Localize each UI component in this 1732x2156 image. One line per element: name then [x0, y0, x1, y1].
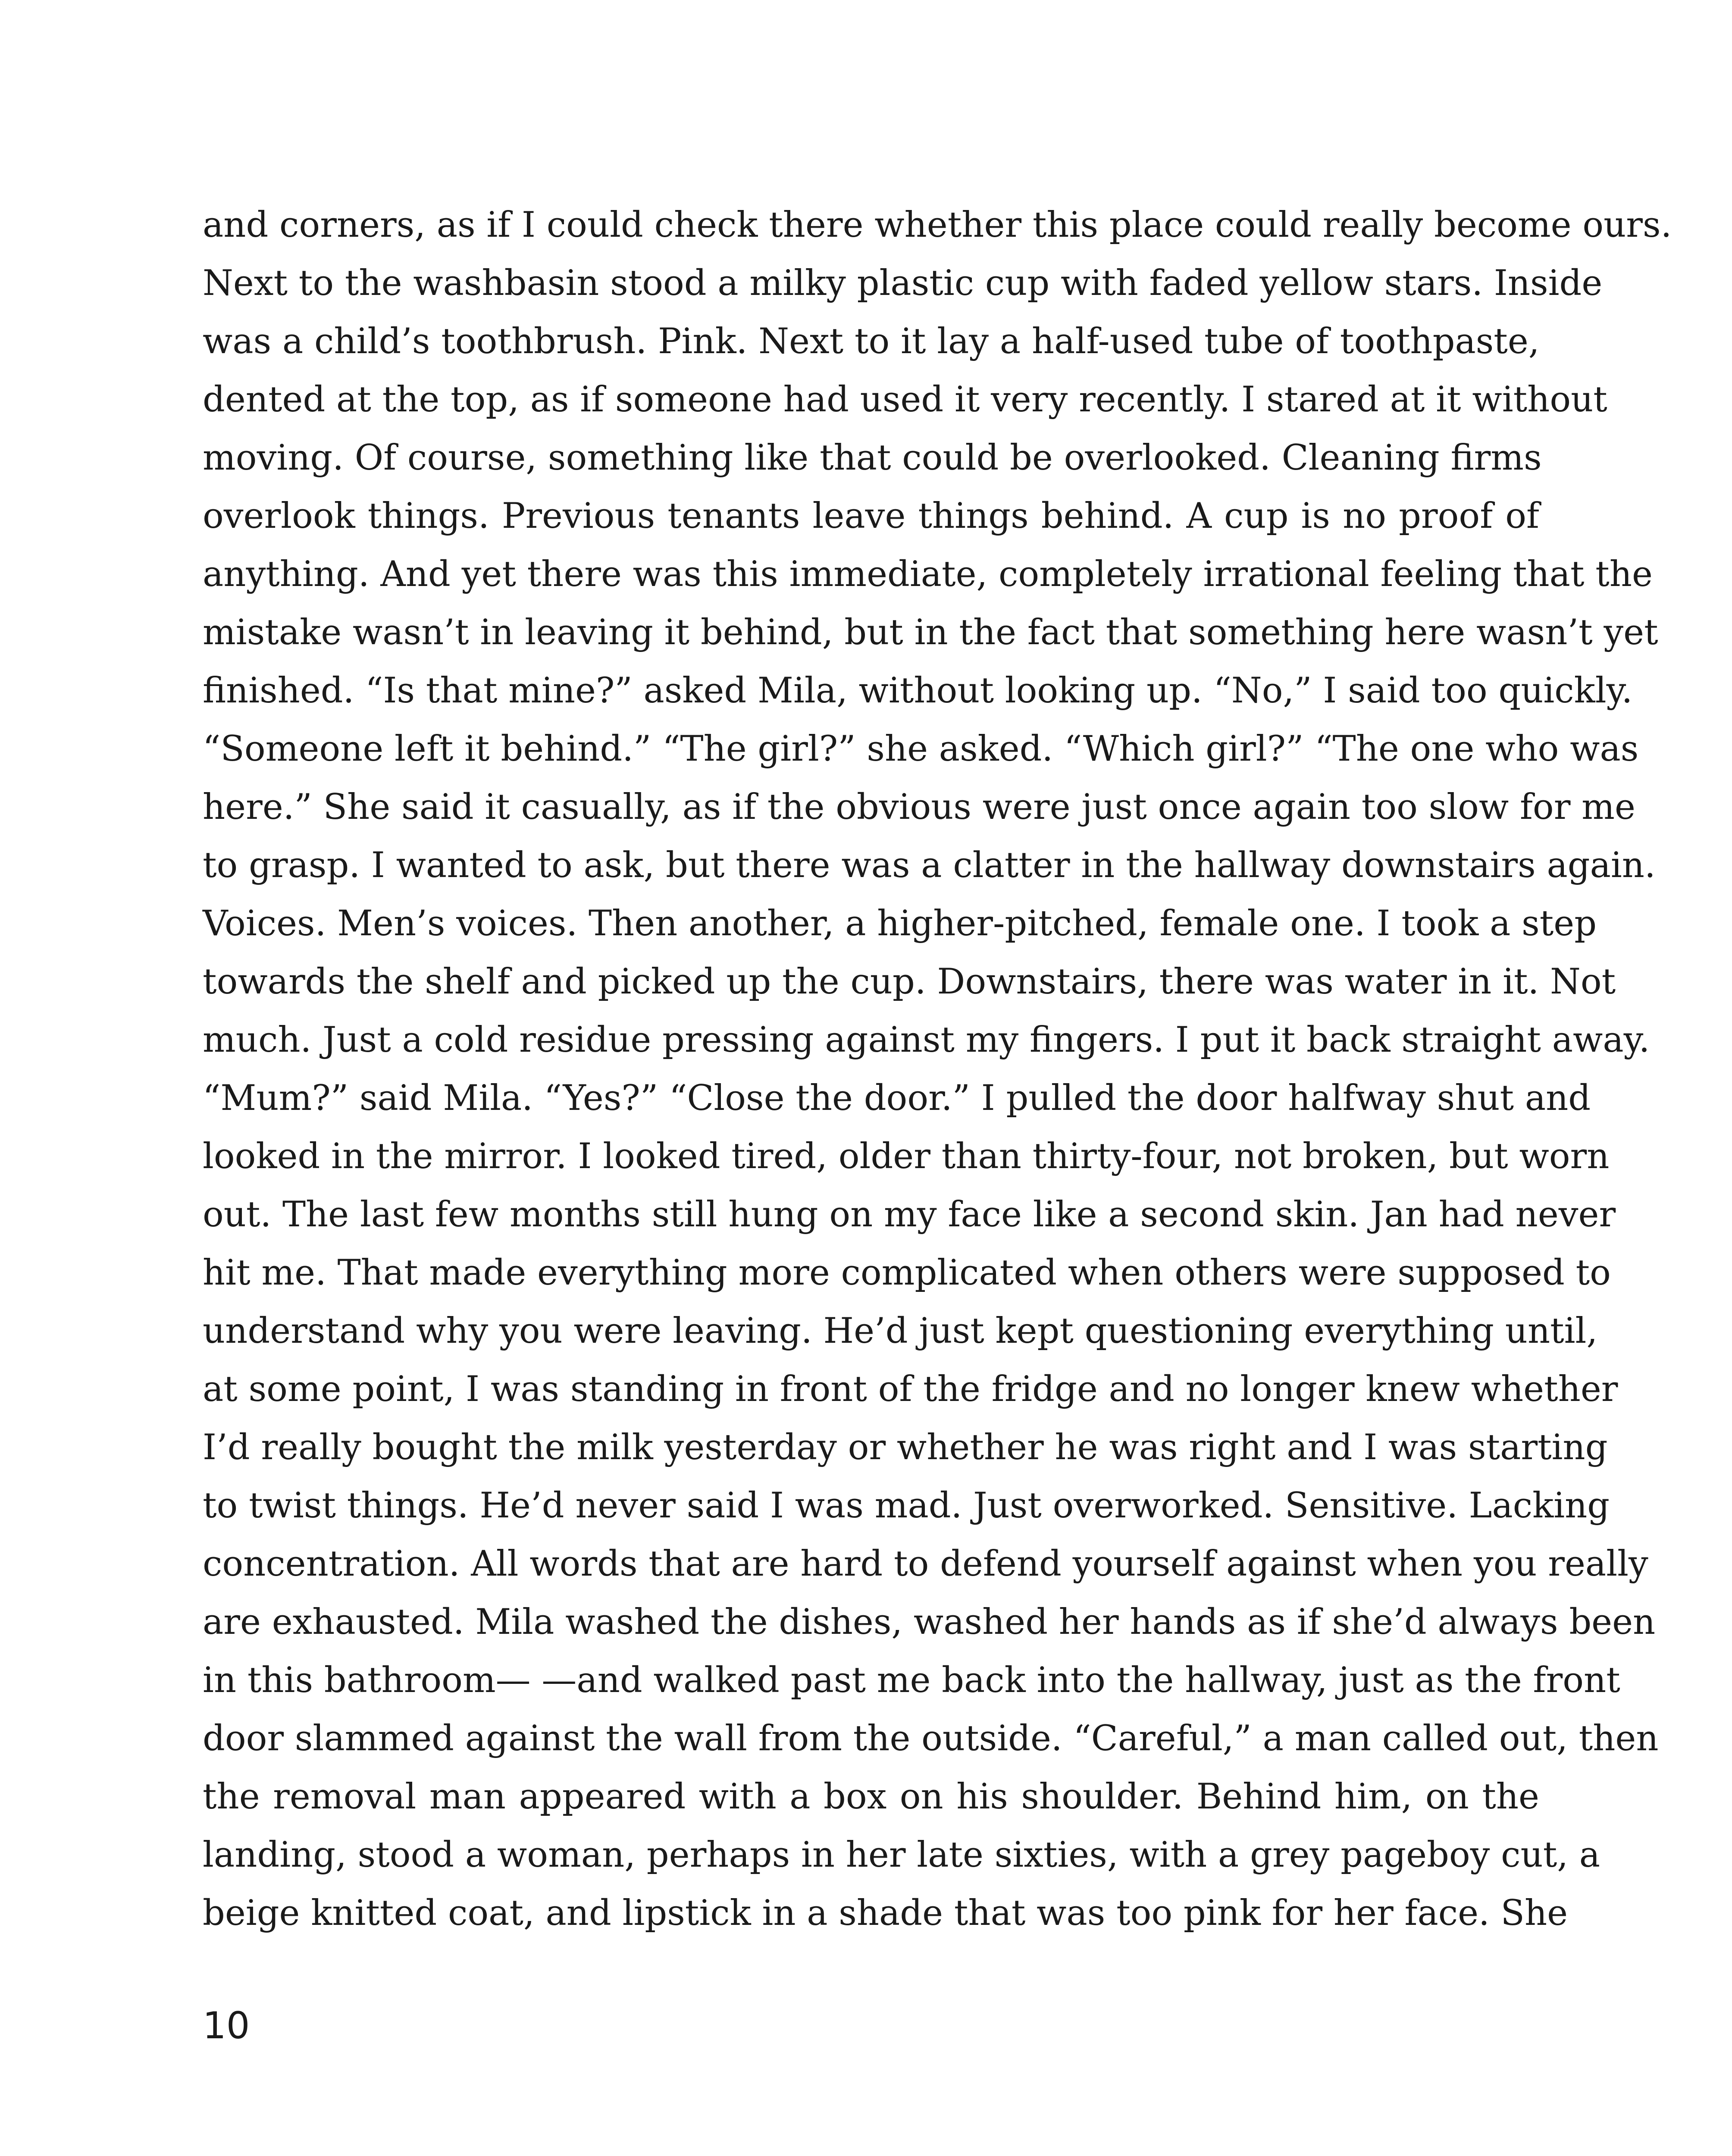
text-line: to twist things. He’d never said I was mad. Just overworked. Sensitive. Lacking: [203, 1485, 1610, 1526]
text-line: in this bathroom— —and walked past me back into the hallway, just as the front: [203, 1660, 1620, 1701]
text-line: “Someone left it behind.” “The girl?” she asked. “Which girl?” “The one who was: [203, 729, 1639, 769]
text-line: landing, stood a woman, perhaps in her late sixties, with a grey pageboy cut, a: [203, 1835, 1600, 1875]
text-line: dented at the top, as if someone had used it very recently. I stared at it without: [203, 379, 1607, 420]
text-line: I’d really bought the milk yesterday or whether he was right and I was starting: [203, 1427, 1608, 1468]
text-line: at some point, I was standing in front of the fridge and no longer knew whether: [203, 1369, 1618, 1410]
text-line: concentration. All words that are hard to defend yourself against when you really: [203, 1544, 1648, 1584]
text-line: overlook things. Previous tenants leave things behind. A cup is no proof of: [203, 496, 1539, 536]
text-line: beige knitted coat, and lipstick in a shade that was too pink for her face. She: [203, 1893, 1568, 1934]
text-line: finished. “Is that mine?” asked Mila, without looking up. “No,” I said too quickly.: [203, 671, 1633, 711]
text-line: the removal man appeared with a box on his shoulder. Behind him, on the: [203, 1777, 1539, 1817]
body-text: [203, 196, 1672, 1943]
text-line: was a child’s toothbrush. Pink. Next to it lay a half-used tube of toothpaste,: [203, 321, 1540, 362]
text-line: understand why you were leaving. He’d just kept questioning everything until,: [203, 1311, 1598, 1351]
text-line: looked in the mirror. I looked tired, older than thirty-four, not broken, but worn: [203, 1136, 1610, 1177]
text-line: to grasp. I wanted to ask, but there was a clatter in the hallway downstairs again.: [203, 845, 1656, 886]
text-line: moving. Of course, something like that could be overlooked. Cleaning firms: [203, 438, 1542, 478]
text-line: hit me. That made everything more complicated when others were supposed to: [203, 1253, 1611, 1293]
page-number: 10: [203, 2004, 250, 2047]
text-line: door slammed against the wall from the outside. “Careful,” a man called out, then: [203, 1718, 1659, 1759]
text-line: “Mum?” said Mila. “Yes?” “Close the door.” I pulled the door halfway shut and: [203, 1078, 1591, 1119]
text-line: Next to the washbasin stood a milky plastic cup with faded yellow stars. Inside: [203, 263, 1603, 304]
text-line: are exhausted. Mila washed the dishes, washed her hands as if she’d always been: [203, 1602, 1656, 1642]
text-line: towards the shelf and picked up the cup. Downstairs, there was water in it. Not: [203, 962, 1616, 1002]
text-line: much. Just a cold residue pressing against my fingers. I put it back straight away.: [203, 1020, 1650, 1060]
text-line: and corners, as if I could check there whether this place could really become ours.: [203, 205, 1672, 245]
text-line: Voices. Men’s voices. Then another, a higher-pitched, female one. I took a step: [203, 903, 1597, 944]
text-line: out. The last few months still hung on my face like a second skin. Jan had never: [203, 1194, 1616, 1235]
text-line: here.” She said it casually, as if the obvious were just once again too slow for me: [203, 787, 1635, 827]
text-line: mistake wasn’t in leaving it behind, but in the fact that something here wasn’t yet: [203, 612, 1658, 653]
text-line: anything. And yet there was this immediate, completely irrational feeling that the: [203, 554, 1653, 595]
